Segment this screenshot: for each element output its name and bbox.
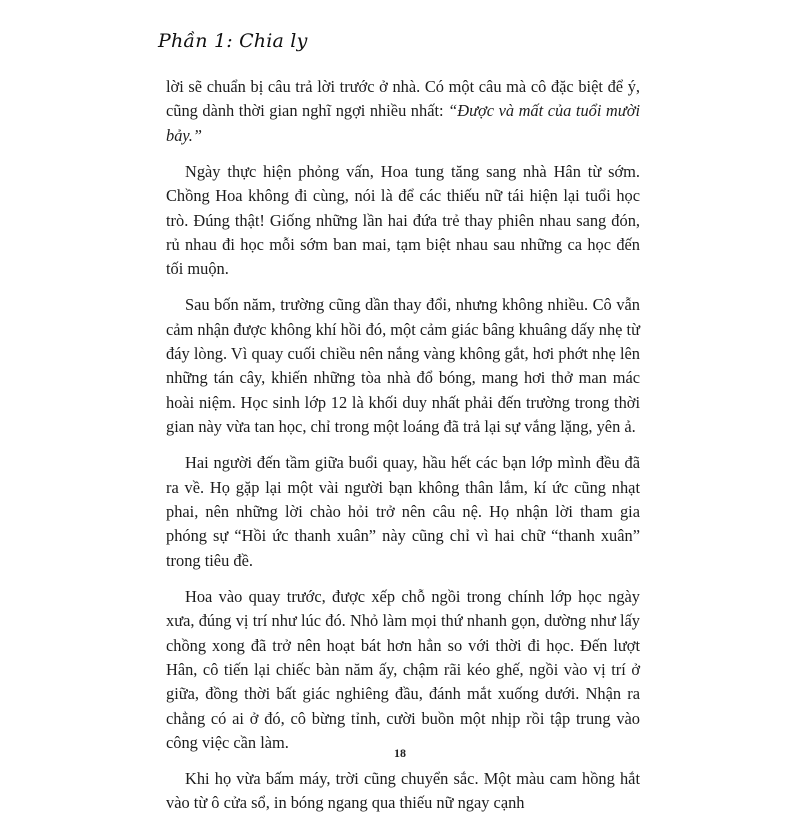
chapter-header: Phần 1: Chia ly [158, 30, 308, 52]
paragraph-6: Khi họ vừa bấm máy, trời cũng chuyển sắc. Một màu cam hồng hắt vào từ ô cửa sổ, in bóng ngang qua thiếu nữ ngay cạnh [166, 769, 640, 813]
body-text [166, 75, 640, 827]
paragraph-3: Sau bốn năm, trường cũng dần thay đổi, nhưng không nhiều. Cô vẫn cảm nhận được không khí hồi đó, một cảm giác bâng khuâng dấy nhẹ từ đáy lòng. Vì quay cuối chiều nên nắng vàng không gắt, hơi phớt nhẹ lên những tán cây, khiến những tòa nhà đổ bóng, mang hơi thở man mác hoài niệm. Học sinh lớp 12 là khối duy nhất phải đến trường trong thời gian này vừa tan học, chỉ trong một loáng đã trả lại sự vắng lặng, yên ả. [166, 295, 640, 437]
paragraph-5: Hoa vào quay trước, được xếp chỗ ngồi trong chính lớp học ngày xưa, đúng vị trí như lúc đó. Nhỏ làm mọi thứ nhanh gọn, dường như lấy chồng xong đã trở nên hoạt bát hơn hẳn so với thời đi học. Đến lượt Hân, cô tiến lại chiếc bàn năm ấy, chậm rãi kéo ghế, ngồi vào vị trí ở giữa, đồng thời bất giác nghiêng đầu, đánh mắt xuống dưới. Nhận ra chẳng có ai ở đó, cô bừng tỉnh, cười buồn một nhịp rồi tập trung vào công việc cần làm. [166, 586, 640, 753]
paragraph-2: Ngày thực hiện phỏng vấn, Hoa tung tăng sang nhà Hân từ sớm. Chồng Hoa không đi cùng, nói là để các thiếu nữ tái hiện lại tuổi học trò. Đúng thật! Giống những lần hai đứa trẻ thay phiên nhau sang đón, rủ nhau đi học mỗi sớm ban mai, tạm biệt nhau sau những ca học đến tối muộn. [166, 161, 640, 279]
paragraph-1-italic-quote: “Được và mất của tuổi mười bảy.” [166, 101, 641, 145]
paragraph-1-text: lời sẽ chuẩn bị câu trả lời trước ở nhà. Có một câu mà cô đặc biệt để ý, cũng dành thời gian nghĩ ngợi nhiều nhất: [166, 77, 640, 121]
paragraph-1 [166, 75, 640, 148]
page-number: 18 [394, 746, 406, 760]
paragraph-4: Hai người đến tầm giữa buổi quay, hầu hết các bạn lớp mình đều đã ra về. Họ gặp lại một vài người bạn không thân lắm, kí ức cũng nhạt phai, nên những lời chào hỏi trở nên câu nệ. Họ nhận lời tham gia phóng sự “Hồi ức thanh xuân” này cũng chỉ vì hai chữ “thanh xuân” trong tiêu đề. [166, 453, 640, 570]
